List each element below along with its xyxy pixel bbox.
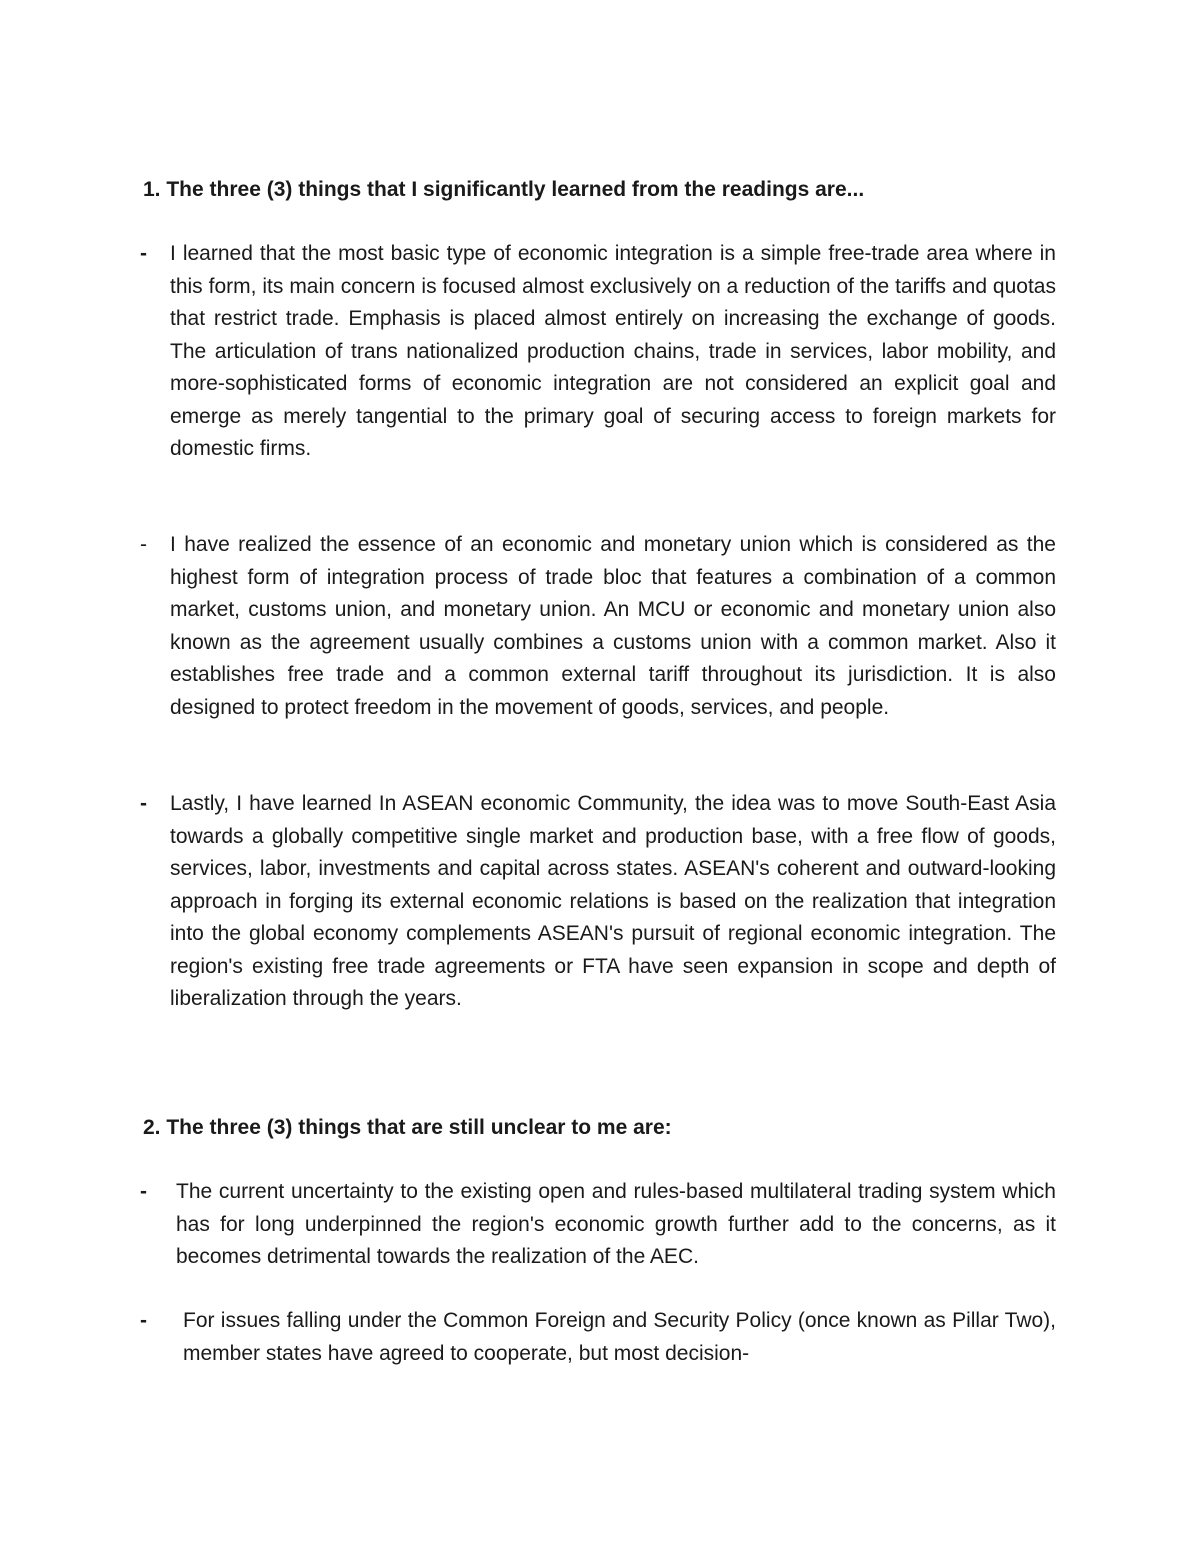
- learned-paragraph-3: Lastly, I have learned In ASEAN economic Community, the idea was to move South-East Asia towards a globally competitive single market and production base, with a free flow of goods, services, labor, investments and capital across states. ASEAN's coherent and outward-looking approach in forging its external economic relations is based on the realization that integration into the global economy complements ASEAN's pursuit of regional economic integration. The region's existing free trade agreements or FTA have seen expansion in scope and depth of liberalization through the years.: [170, 792, 1056, 1010]
- bullet-marker: -: [140, 1180, 147, 1203]
- section-1-heading: 1. The three (3) things that I significantly learned from the readings are...: [143, 178, 865, 201]
- section-2-heading: 2. The three (3) things that are still unclear to me are:: [143, 1116, 672, 1139]
- bullet-marker: -: [140, 1309, 147, 1332]
- learned-paragraph-2: I have realized the essence of an economic and monetary union which is considered as the highest form of integration process of trade bloc that features a combination of a common market, customs union, and monetary union. An MCU or economic and monetary union also known as the agreement usually combines a customs union with a common market. Also it establishes free trade and a common external tariff throughout its jurisdiction. It is also designed to protect freedom in the movement of goods, services, and people.: [170, 533, 1056, 719]
- unclear-paragraph-1-text: The current uncertainty to the existing open and rules-based multilateral trading system which has for long underpinned the region's economic growth further add to the concerns, as it becomes detrimental towards the realization of the AEC.: [176, 1180, 1056, 1268]
- bullet-marker: -: [140, 242, 147, 265]
- bullet-marker: -: [140, 533, 147, 556]
- unclear-paragraph-1: [176, 1176, 1056, 1274]
- learned-paragraph-1: I learned that the most basic type of economic integration is a simple free-trade area where in this form, its main concern is focused almost exclusively on a reduction of the tariffs and quotas that restrict trade. Emphasis is placed almost entirely on increasing the exchange of goods. The articulation of trans nationalized production chains, trade in services, labor mobility, and more-sophisticated forms of economic integration are not considered an explicit goal and emerge as merely tangential to the primary goal of securing access to foreign markets for domestic firms.: [170, 242, 1056, 460]
- unclear-paragraph-2: For issues falling under the Common Foreign and Security Policy (once known as Pillar Two), member states have agreed to cooperate, but most decision-: [183, 1309, 1056, 1365]
- bullet-marker: -: [140, 792, 147, 815]
